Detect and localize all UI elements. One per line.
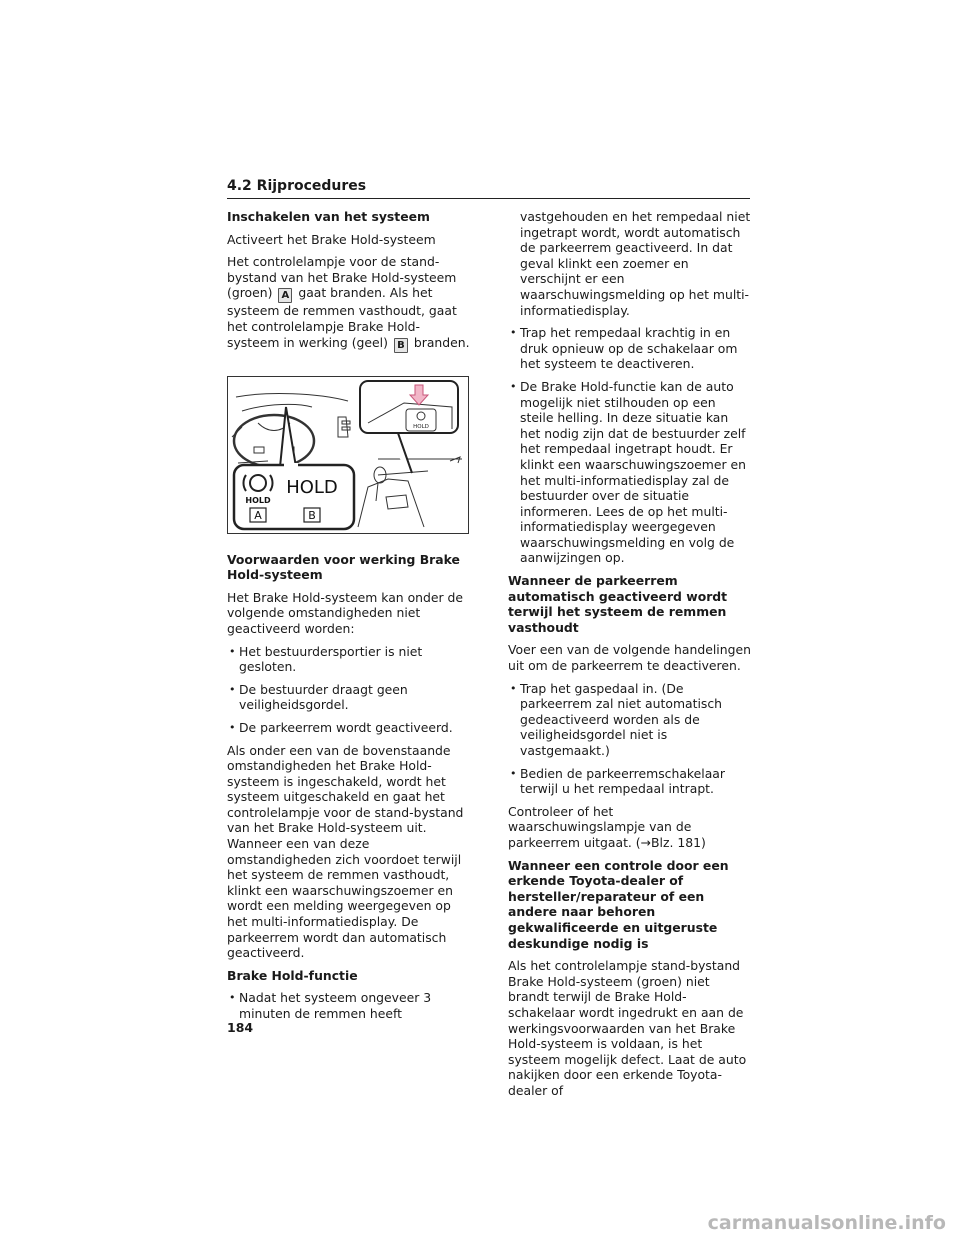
key-b-icon: B [394,338,408,353]
label-a: A [254,508,262,522]
list-item: • Trap het rempedaal krachtig in en druk opnieuw op de schakelaar om het systeem te deactiveren. [508,325,752,372]
lamp-hold-label: HOLD [245,495,271,505]
right-column [508,209,752,1105]
heading-inschakelen: Inschakelen van het systeem [227,209,430,224]
label-b: B [308,508,316,522]
lamp-text-3: branden. [413,334,470,350]
heading-voorwaarden: Voorwaarden voor werking Brake Hold-systeem [227,551,460,583]
list-item-continued: vastgehouden en het rempedaal niet ingetrapt wordt, wordt automatisch de parkeerrem geactiveerd. In dat geval klinkt een zoemer en verschijnt er een waarschuwingsmelding op het multi-informatiedisplay. [520,209,751,318]
list-item: • Bedien de parkeerremschakelaar terwijl u het rempedaal intrapt. [508,766,752,797]
paragraph-als-onder: Als onder een van de bovenstaande omstandigheden het Brake Hold-systeem is ingeschakeld, wordt het systeem uitgeschakeld en gaat het controlelampje voor de stand-bystand van het Brake Hold-systeem uit. Wanneer een van deze omstandigheden zich voordoet terwijl het systeem de remmen vasthoudt, klinkt een waarschuwingszoemer en wordt een melding weergegeven op het multi-informatiedisplay. De parkeerrem wordt dan automatisch geactiveerd. [227,742,464,961]
paragraph-activeert: Activeert het Brake Hold-systeem [227,231,436,247]
heading-brake-hold-functie: Brake Hold-functie [227,967,358,983]
list-item: • De bestuurder draagt geen veiligheidsgordel. [227,682,471,713]
list-item: • Nadat het systeem ongeveer 3 minuten de remmen heeft [227,990,471,1021]
switch-button-label: HOLD [413,423,429,430]
cockpit-drawing [228,377,468,533]
watermark: carmanualsonline.info [707,1212,946,1234]
paragraph-dealer: Als het controlelampje stand-bystand Brake Hold-systeem (groen) niet brandt terwijl de Brake Hold-schakelaar wordt ingedrukt en aan de werkingsvoorwaarden van het Brake Hold-systeem is voldaan, is het systeem mogelijk defect. Laat de auto nakijken door een erkende Toyota-dealer of [508,958,747,1098]
list-item: • Het bestuurdersportier is niet gesloten. [227,644,471,675]
section-header: 4.2 Rijprocedures [227,178,750,199]
indicator-callout [234,407,354,529]
hold-indicator-text: HOLD [286,476,338,498]
heading-parkeerrem: Wanneer de parkeerrem automatisch geactiveerd wordt terwijl het systeem de remmen vasthoudt [508,573,728,635]
page-number: 184 [227,1020,254,1035]
paragraph-parkeerrem: Voer een van de volgende handelingen uit om de parkeerrem te deactiveren. [508,642,751,674]
brake-hold-illustration [227,376,469,534]
left-column [227,209,471,1029]
paragraph-controlelampje [227,254,471,352]
paragraph-voorwaarden: Het Brake Hold-systeem kan onder de volgende omstandigheden niet geactiveerd worden: [227,589,464,636]
list-item: • De parkeerrem wordt geactiveerd. [227,720,471,736]
lamp-text-1: Het controlelampje voor de stand-bystand van het Brake Hold-systeem (groen) [227,254,457,301]
list-item: • Trap het gaspedaal in. (De parkeerrem zal niet automatisch gedeactiveerd worden als de veiligheidsgordel niet is vastgemaakt.) [508,681,752,759]
heading-dealer: Wanneer een controle door een erkende Toyota-dealer of hersteller/reparateur of een andere naar behoren gekwalificeerde en uitgeruste deskundige nodig is [508,857,729,951]
lamp-text-2: gaat branden. Als het systeem de remmen vasthoudt, gaat het controlelampje Brake Hold-systeem in werking (geel) [227,285,457,350]
paragraph-controleer: Controleer of het waarschuwingslampje van de parkeerrem uitgaat. (→Blz. 181) [508,803,706,850]
key-a-icon: A [278,288,292,303]
list-item: • De Brake Hold-functie kan de auto mogelijk niet stilhouden op een steile helling. In deze situatie kan het nodig zijn dat de bestuurder zelf het rempedaal ingetrapt houdt. Er klinkt een waarschuwingszoemer en het multi-informatiedisplay zal de bestuurder over de situatie informeren. Lees de op het multi-informatiedisplay weergegeven waarschuwingsmelding en volg de aanwijzingen op. [508,379,752,566]
